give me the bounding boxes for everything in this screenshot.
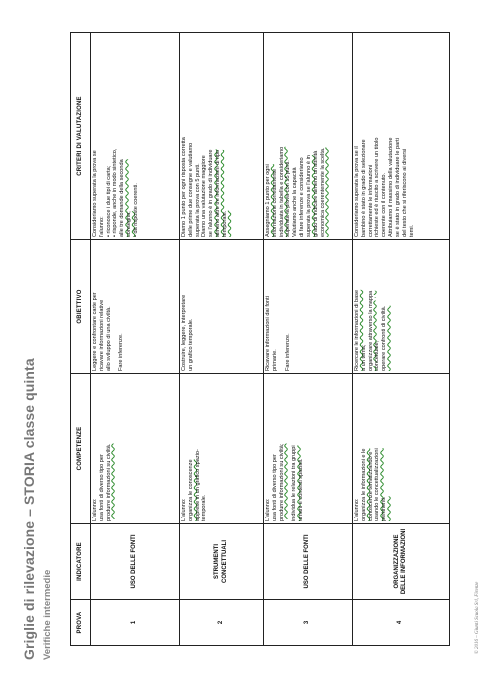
col-header-obiettivo: OBIETTIVO <box>71 240 91 374</box>
obiettivo-cell <box>180 240 264 374</box>
table-body <box>91 33 450 646</box>
text-line: del testo che si riferiscono ai diversi <box>401 148 408 237</box>
prova-cell: 1 <box>91 600 180 646</box>
indicatore-cell: ORGANIZZAZIONE DELLE INFORMAZIONI <box>353 524 450 600</box>
page-title: Griglie di rilevazione – STORIA classe quinta <box>21 358 37 660</box>
copyright-footer: © 2016 – Giunti Scuola Srl, Firenze <box>475 581 480 654</box>
text-line: alle tre domande della seconda <box>119 159 126 237</box>
text-line: delle prime due consegne e valutiamo <box>187 142 194 237</box>
criteri-cell <box>353 33 450 240</box>
text-line: produrre informazioni su civiltà. <box>105 443 112 521</box>
text-line: consegna; <box>126 211 133 237</box>
col-header-indicatore: INDICATORE <box>71 524 91 600</box>
text-line: temi. <box>408 224 415 237</box>
col-header-criteri: CRITERI DI VALUTAZIONE <box>71 33 91 240</box>
text-line: ricavare informazioni relative <box>98 299 105 371</box>
text-line: L'alunno: <box>265 498 271 521</box>
text-line: temporale. <box>201 494 208 521</box>
text-line: se è stato in grado di individuare le parti <box>394 138 401 237</box>
text-line: a un tema; <box>360 344 367 371</box>
table-row <box>91 33 180 646</box>
text-line: Diamo 1 punto per ogni risposta corretta <box>181 137 187 237</box>
competenze-cell <box>264 374 353 524</box>
col-header-competenze: COMPETENZE <box>71 374 91 524</box>
text-line: bambino è stato in grado di selezionare <box>360 139 367 237</box>
text-line: Assegniamo 1 punto per ogni <box>265 164 271 237</box>
text-line: pertinenti. <box>381 496 388 521</box>
prova-cell: 3 <box>264 600 353 646</box>
text-line: Fare inferenze. <box>118 333 125 371</box>
text-line: richieste ed è riuscito a scrivere un titolo <box>374 137 381 237</box>
table-row <box>180 33 264 646</box>
text-line: L'alunno: <box>92 498 98 521</box>
text-line: produrre informazioni su civiltà; <box>278 443 285 521</box>
criteri-cell <box>180 33 264 240</box>
text-line: almeno altre tre informazioni di tipo <box>215 149 222 237</box>
text-line: Consideriamo superata la prova se il <box>354 146 360 237</box>
table-row <box>353 33 450 646</box>
text-line: Attribuiamo il massimo della valutazione <box>388 137 395 237</box>
text-line: superata la prova con 5 punti. <box>194 163 201 237</box>
text-line: Valutiamo anche la capacità <box>292 167 299 237</box>
competenze-cell <box>91 374 180 524</box>
text-line: se l'alunno è in grado di individuare <box>208 149 215 237</box>
text-line: individua le relazioni tra gruppi <box>291 445 298 521</box>
text-line: usa fonti di diverso tipo per <box>98 454 105 521</box>
text-line: economica coerentemente la scelta. <box>319 147 326 237</box>
text-line: organizza le conoscenze <box>187 459 194 521</box>
text-line: L'alunno: <box>354 498 360 521</box>
text-line: di fare inferenze e consideriamo <box>299 157 306 237</box>
text-line: Diamo una valutazione maggiore <box>201 155 208 237</box>
text-line: concettuale; <box>374 340 381 371</box>
text-line: primarie. <box>271 349 278 371</box>
text-line: superata la prova se l'alunno è in <box>305 155 312 237</box>
text-line: informazione correttamente <box>271 168 278 237</box>
text-line: grado di indicare almeno un'attività <box>312 150 319 237</box>
assessment-table <box>70 32 450 646</box>
table-row <box>264 33 353 646</box>
obiettivo-cell <box>353 240 450 374</box>
text-line: usa fonti di diverso tipo per <box>271 454 278 521</box>
text-line: • risponde, anche in modo sintetico, <box>112 148 119 237</box>
text-line: Fare inferenze. <box>284 333 291 371</box>
text-line: allo sviluppo di una civiltà. <box>105 306 112 371</box>
indicatore-cell: USO DELLE FONTI <box>91 524 180 600</box>
text-line: • riconosce i due tipi di carta; <box>105 165 112 237</box>
text-line: organizzare attraverso la mappa <box>367 290 374 371</box>
text-line: Costruire, leggere, interpretare <box>181 294 187 371</box>
text-line: correttamente le informazioni <box>367 164 374 237</box>
text-line: L'alunno: <box>181 498 187 521</box>
text-line: umani e contesti spaziali. <box>298 458 305 521</box>
competenze-cell <box>353 374 450 524</box>
text-line: Leggere e confrontare carte per <box>92 292 98 371</box>
indicatore-cell: USO DELLE FONTI <box>264 524 353 600</box>
competenze-cell <box>180 374 264 524</box>
text-line: • dà risposte coerenti. <box>132 183 139 237</box>
text-line: individuata in tabella e consideriamo <box>278 146 285 237</box>
obiettivo-cell <box>91 240 180 374</box>
text-line: Ricavare informazioni dai fonti <box>265 296 271 371</box>
text-line: un grafico temporale. <box>187 318 194 371</box>
text-line: usando le concettualizzazioni <box>374 448 381 521</box>
text-line: conoscenze tematizzando e <box>367 451 374 521</box>
col-header-prova: PROVA <box>71 600 91 646</box>
text-line: l'alunno: <box>98 216 105 237</box>
criteri-cell <box>91 33 180 240</box>
text-line: organizza le informazioni e le <box>360 448 367 521</box>
table-header <box>71 33 91 646</box>
text-line: apprese in un grafico spazio- <box>194 449 201 521</box>
text-line: Consideriamo superata la prova se <box>92 150 98 237</box>
page-subtitle: Verifiche intermedie <box>42 569 53 660</box>
text-line: temporale. <box>221 210 228 237</box>
text-line: superata la prova con 15 punti. <box>285 160 292 237</box>
text-line: operare confronti di civiltà. <box>381 305 388 371</box>
obiettivo-cell <box>264 240 353 374</box>
prova-cell: 2 <box>180 600 264 646</box>
table-header-row <box>71 33 91 646</box>
criteri-cell <box>264 33 353 240</box>
text-line: coerente con il contenuto. <box>381 172 388 237</box>
prova-cell: 4 <box>353 600 450 646</box>
indicatore-cell: STRUMENTI CONCETTUALI <box>180 524 264 600</box>
text-line: Ricercare le informazioni di base <box>354 289 360 371</box>
